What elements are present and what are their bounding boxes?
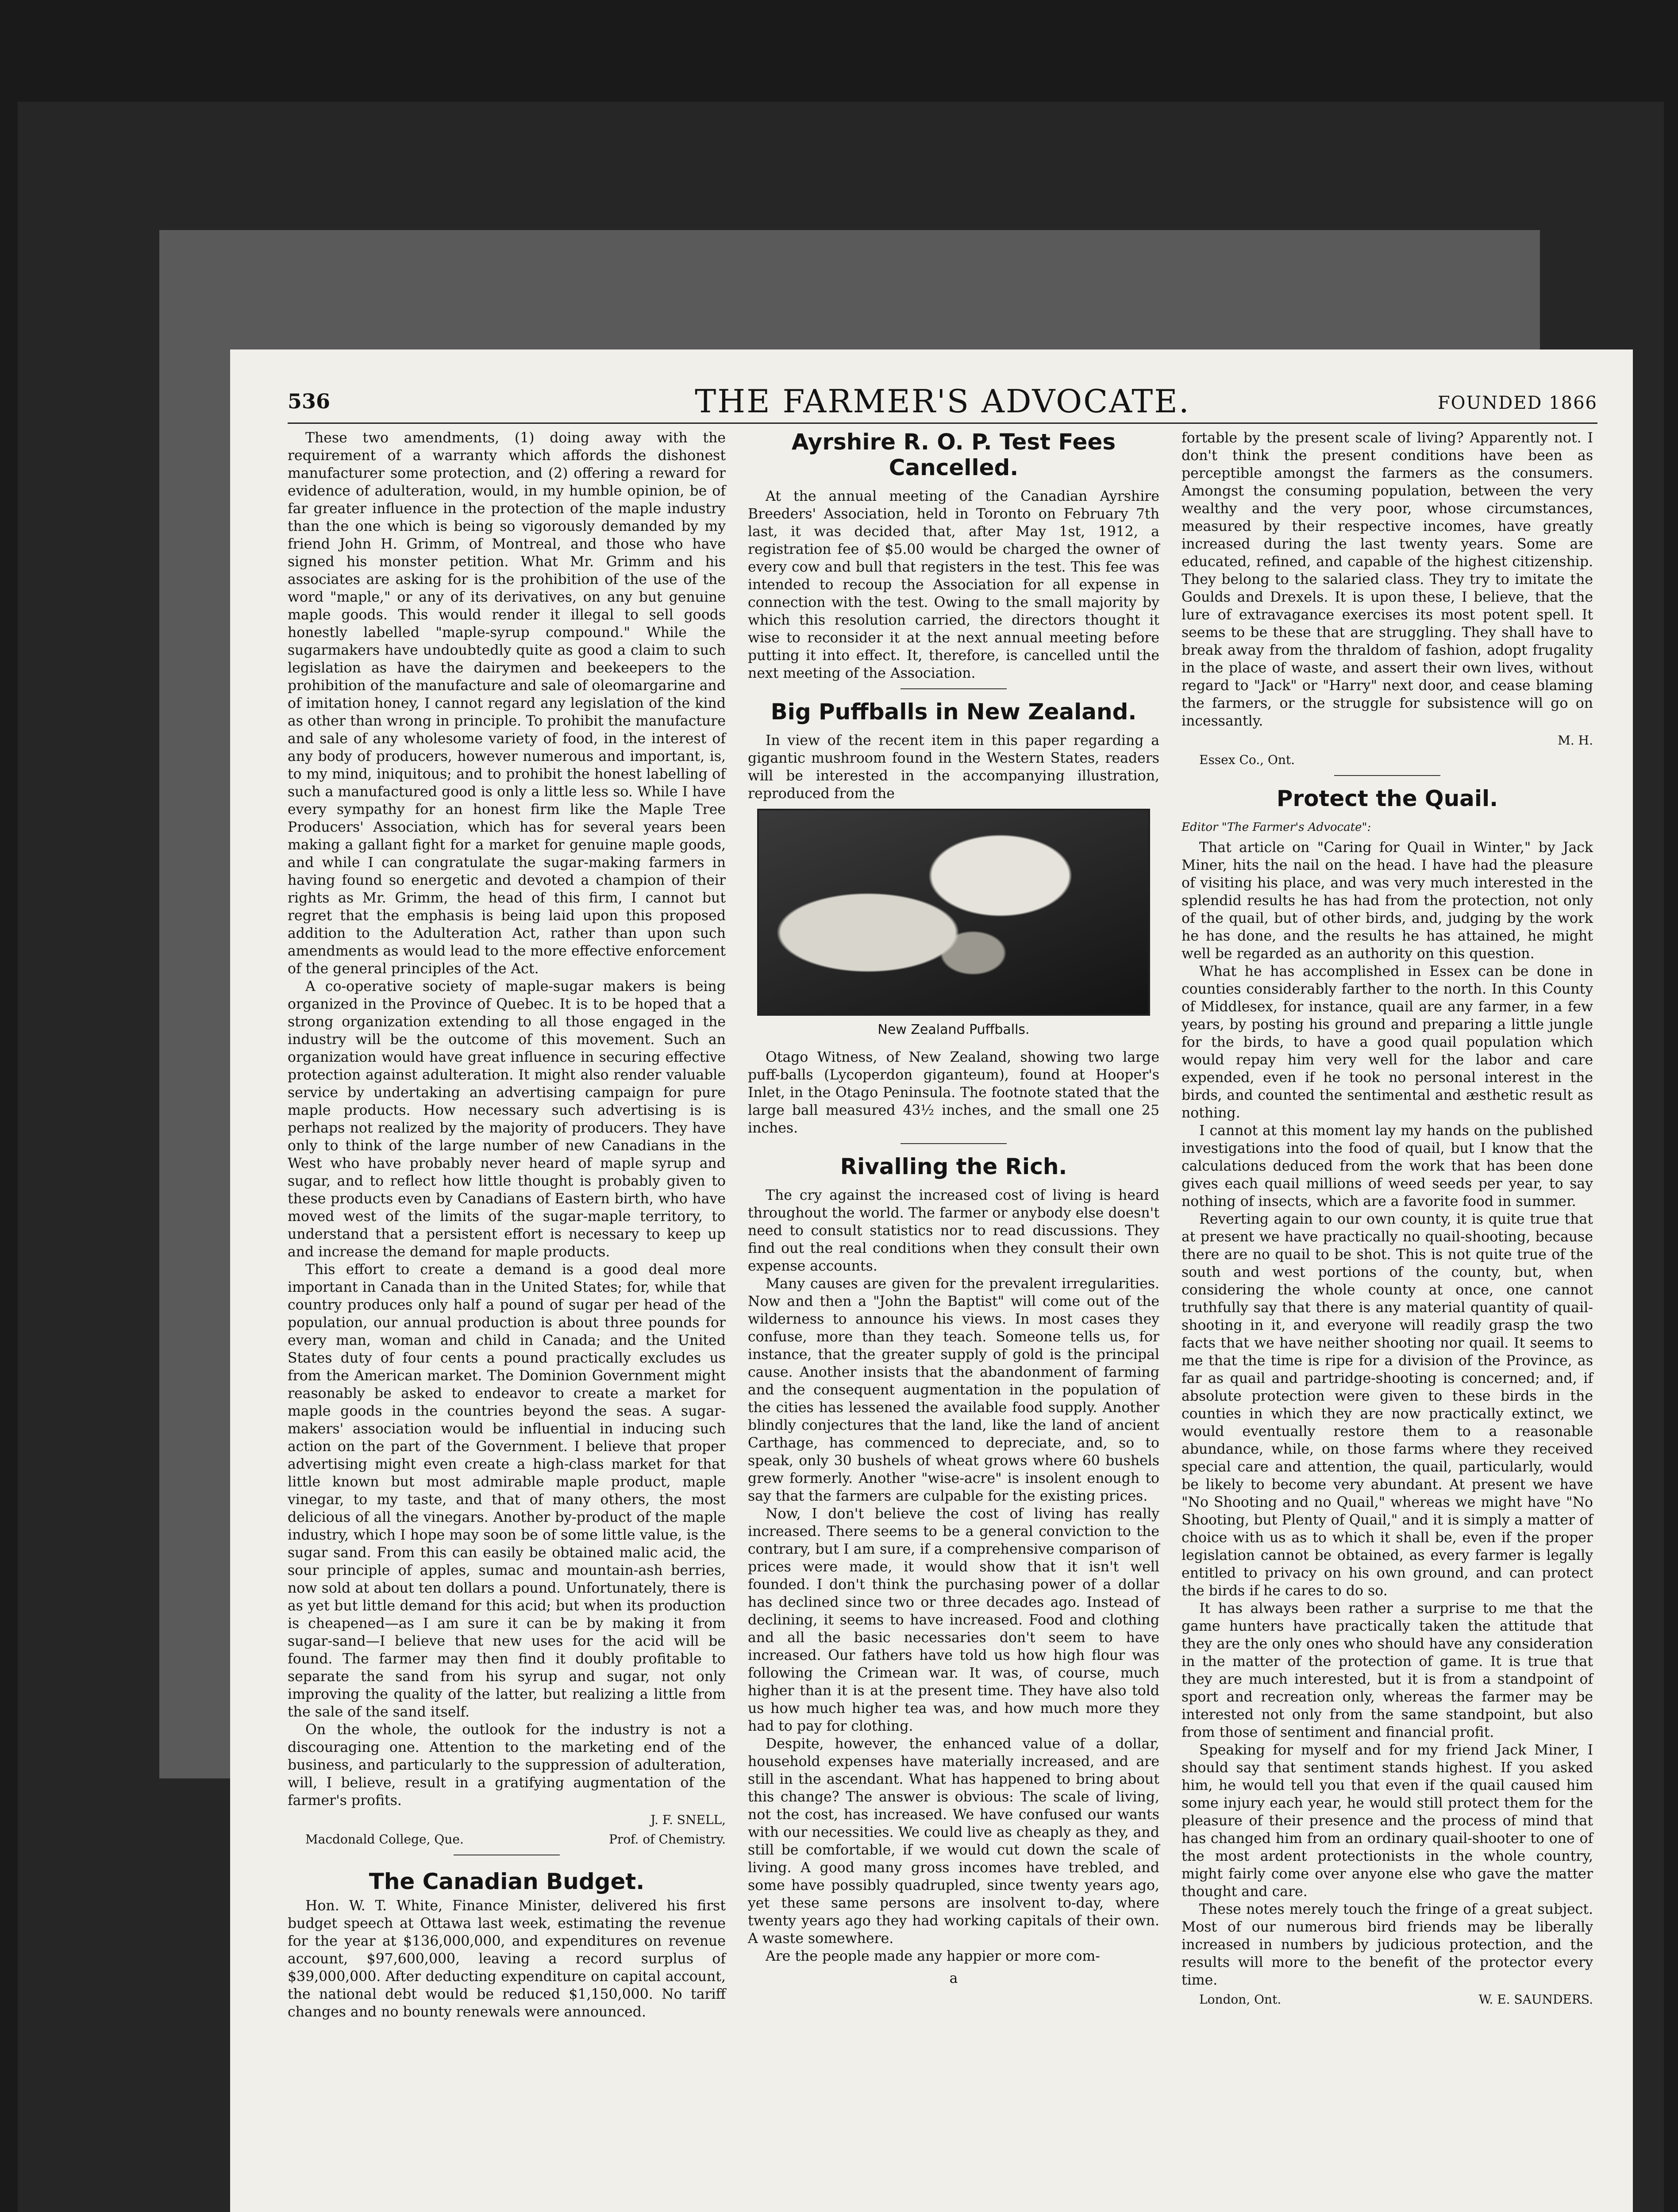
column-3 (1182, 429, 1593, 2010)
maple-paragraph: These two amendments, (1) doing away with the requirement of a warranty which affords the dishonest manufacturer some protection, and (2) offering a reward for evidence of adulteration, would, in my humble opinion, be of far greater influence in the protection of the maple industry than the one which is being so vigorously demanded by my friend John H. Grimm, of Montreal, and those who have signed his monster petition. What Mr. Grimm and his associates are asking for is the prohibition of the use of the word "maple," or any of its derivatives, on any but genuine maple goods. This would render it illegal to sell goods honestly labelled "maple-syrup compound." While the sugarmakers have undoubtedly quite as good a claim to such legislation as have the dairymen and beekeepers to the prohibition of the manufacture and sale of oleomargarine and of imitation honey, I cannot regard any legislation of the kind as other than wrong in principle. To prohibit the manufacture and sale of any wholesome variety of food, in the interest of any body of producers, however numerous and important, is, to my mind, iniquitous; and to prohibit the honest labelling of such a manufactured good is only a little less so. While I have every sympathy for an honest firm like the Maple Tree Producers' Association, which has for several years been making a gallant fight for a market for genuine maple goods, and while I can congratulate the sugar-making farmers in having found so energetic and devoted a champion of their rights as Mr. Grimm, the head of this firm, I cannot but regret that the emphasis is being laid upon this proposed addition to the Adulteration Act, rather than upon such amendments as would lead to the more effective enforcement of the general principles of the Act. (288, 430, 726, 977)
rivalling-paragraph: Many causes are given for the prevalent irregularities. Now and then a "John the Baptist" will come out of the wilderness to announce his views. In most cases they confuse, more than they teach. Someone tells us, for instance, that the greater supply of gold is the principal cause. Another insists that the abandonment of farming and the consequent augmentation in the population of the cities has lessened the available food supply. Another blindly conjectures that the land, like the land of ancient Carthage, has commenced to depreciate, and, so to speak, only 30 bushels of wheat grows where 60 bushels grew formerly. Another "wise-acre" is insolent enough to say that the farmers are culpable for the existing prices. (748, 1276, 1159, 1504)
signature-name: W. E. SAUNDERS. (1478, 1992, 1593, 2007)
maple-paragraph: On the whole, the outlook for the industry is not a discouraging one. Attention to the marketing end of the business, and particularly to the suppression of adulteration, will, I believe, result in a gratifying augmentation of the farmer's profits. (288, 1722, 726, 1809)
budget-heading: The Canadian Budget. (369, 1869, 645, 1894)
ayrshire-heading: Ayrshire R. O. P. Test Fees Cancelled. (791, 429, 1116, 480)
quail-paragraph: Reverting again to our own county, it is quite true that at present we have practically no quail-shooting, because there are no quail to be shot. This is not quite true of the south and west portions of the county, but, when considering the whole county at once, one cannot truthfully say that there is any material quantity of quail-shooting in it, and everyone will readily grasp the two facts that we have neither shooting nor quail. It seems to me that the time is ripe for a division of the Province, as far as quail and partridge-shooting is concerned; and, if absolute protection were given to these birds in the counties in which they are now practically extinct, we would eventually restore them to a reasonable abundance, while, on those farms where they received special care and attention, the quail, particularly, would be likely to become very abundant. At present we have "No Shooting and no Quail," whereas we might have "No Shooting, but Plenty of Quail," and it is simply a matter of choice with us as to which it shall be, even if the proper legislation cannot be obtained, as every farmer is legally entitled to privacy on his own ground, and can protect the birds if he cares to do so. (1182, 1211, 1593, 1599)
quail-paragraph: These notes merely touch the fringe of a great subject. Most of our numerous bird friends may be liberally increased in numbers by judicious protection, and the results will more to the benefit of the protector every time. (1182, 1901, 1593, 1988)
rivalling-paragraph: Are the people made any happier or more com- (766, 1948, 1100, 1964)
editor-address: Editor "The Farmer's Advocate": (1182, 821, 1371, 834)
founded-label: FOUNDED 1866 (1437, 393, 1597, 413)
quail-paragraph: It has always been rather a surprise to me that the game hunters have practically taken the attitude that they are the only ones who should have any consideration in the matter of the protection of game. It is true that they are much interested, but it is from a standpoint of sport and recreation only, whereas the farmer may be interested not only from the same standpoint, but also from those of sentiment and financial profit. (1182, 1601, 1593, 1740)
rivalling-paragraph: The cry against the increased cost of living is heard throughout the world. The farmer or anybody else doesn't need to consult statistics nor to read discussions. They find out the real conditions when they consult their own expense accounts. (748, 1187, 1159, 1274)
masthead-title: THE FARMER'S ADVOCATE. (695, 383, 1190, 420)
signature-name: J. F. SNELL, (650, 1813, 726, 1827)
signature-place: London, Ont. (1199, 1992, 1282, 2007)
rivalling-heading: Rivalling the Rich. (840, 1154, 1067, 1179)
quail-paragraph: I cannot at this moment lay my hands on the published investigations into the food of quail, but I know that the calculations deduced from the work that has been done gives each quail millions of weed seeds per year, to say nothing of insects, which are a favorite food in summer. (1182, 1123, 1593, 1210)
signature-place: Macdonald College, Que. (305, 1832, 464, 1847)
section-rule (1334, 775, 1440, 776)
puffballs-paragraph: Otago Witness, of New Zealand, showing two large puff-balls (Lycoperdon giganteum), found at Hooper's Inlet, in the Otago Peninsula. The footnote stated that the large ball measured 43½ inches, and the small one 25 inches. (748, 1049, 1159, 1136)
continued-paragraph: fortable by the present scale of living? Apparently not. I don't think the present conditions have been as perceptible amongst the farmers as the consumers. Amongst the consuming population, between the very wealthy and the very poor, whose circumstances, measured by their respective incomes, have greatly increased during the last twenty years. Some are educated, refined, and capable of the highest citizenship. They belong to the salaried class. They try to imitate the Goulds and Drexels. It is upon these, I believe, that the lure of extravagance exercises its most potent spell. It seems to be these that are struggling. They shall have to break away from the thraldom of fashion, adopt frugality in the place of waste, and assert their own lives, without regard to "Jack" or "Harry" next door, and cease blaming the farmers, or the struggle for subsistence will go on incessantly. (1182, 430, 1593, 729)
puffballs-photo (757, 809, 1150, 1016)
budget-paragraph: Hon. W. T. White, Finance Minister, delivered his first budget speech at Ottawa last week, estimating the revenue for the year at $136,000,000, and expenditures on revenue account, $97,600,000, leaving a record surplus of $39,000,000. After deducting expenditure on capital account, the national debt would be reduced $1,150,000. No tariff changes and no bounty renewals were announced. (288, 1898, 726, 2020)
ayrshire-paragraph: At the annual meeting of the Canadian Ayrshire Breeders' Association, held in Toronto on February 7th last, it was decided that, after May 1st, 1912, a registration fee of $5.00 would be charged the owner of every cow and bull that registers in the test. This fee was intended to recoup the Association for all expense in connection with the test. Owing to the small majority by which this resolution carried, the directors thought it wise to reconsider it at the next annual meeting before putting it into effect. It, therefore, is cancelled until the next meeting of the Association. (748, 488, 1159, 681)
section-rule (901, 1143, 1007, 1144)
rivalling-paragraph: Now, I don't believe the cost of living has really increased. There seems to be a general conviction to the contrary, but I am sure, if a comprehensive comparison of prices were made, it would show that it isn't well founded. I don't think the purchasing power of a dollar has declined since two or three decades ago. Instead of declining, it seems to have increased. Food and clothing and all the basic necessaries don't seem to have increased. Our fathers have told us how high flour was following the Crimean war. It was, of course, much higher than it is at the present time. They have also told us how much higher tea was, and how much more they had to pay for clothing. (748, 1506, 1159, 1734)
quail-heading: Protect the Quail. (1276, 786, 1498, 811)
newspaper-page (230, 349, 1633, 2212)
quail-paragraph: Speaking for myself and for my friend Jack Miner, I should say that sentiment stands highest. If you asked him, he would tell you that even if the quail caused him some injury each year, he would still protect them for the pleasure of their presence and the process of mind that has changed him from an ordinary quail-shooter to one of the most ardent protectionists in the whole country, might fairly come over anyone else who gave the matter thought and care. (1182, 1742, 1593, 1900)
section-rule (901, 688, 1007, 689)
page-number: 536 (288, 389, 331, 413)
quail-paragraph: That article on "Caring for Quail in Winter," by Jack Miner, hits the nail on the head. I have had the pleasure of visiting his place, and was very much interested in the splendid results he has had from the protection, not only of the quail, but of other birds, and, judging by the work he has done, and the results he has attained, he might well be regarded as an authority on this question. (1182, 840, 1593, 962)
maple-paragraph: This effort to create a demand is a good deal more important in Canada than in the United States; for, while that country produces only half a pound of sugar per head of the population, our annual production is about three pounds for every man, woman and child in Canada; and the United States duty of four cents a pound practically excludes us from the American market. The Dominion Government might reasonably be asked to endeavor to create a market for maple goods in the countries beyond the seas. A sugar-makers' association would be influential in inducing such action on the part of the Government. I believe that proper advertising might even create a high-class market for that little known but most admirable maple product, maple vinegar, to my taste, and that of many others, the most delicious of all the vinegars. Another by-product of the maple industry, which I hope may soon be of some little value, is the sugar sand. From this can easily be obtained malic acid, the sour principle of apples, sumac and mountain-ash berries, now sold at about ten dollars a pound. Unfortunately, there is as yet but little demand for this acid; but when its production is cheapened—as I am sure it can be by making it from sugar-sand—I believe that new uses for the acid will be found. The farmer may then find it doubly profitable to separate the sand from his syrup and sugar, not only improving the quality of the latter, but realizing a little from the sale of the sand itself. (288, 1262, 726, 1720)
rivalling-paragraph: Despite, however, the enhanced value of a dollar, household expenses have materially increased, and are still in the ascendant. What has happened to bring about this change? The answer is obvious: The scale of living, not the cost, has increased. We have confused our wants with our necessities. We could live as cheaply as they, and still be comfortable, if we would cut down the scale of living. A good many gross incomes have trebled, and some have possibly quadrupled, since twenty years ago, yet these same persons are insolvent to-day, where twenty years ago they had working capitals of their own. A waste somewhere. (748, 1736, 1159, 1947)
column-1 (288, 429, 726, 2021)
signature-line (305, 1831, 726, 1848)
page-footer-mark: a (949, 1970, 958, 1986)
photo-caption: New Zealand Puffballs. (877, 1022, 1030, 1037)
quail-paragraph: What he has accomplished in Essex can be done in counties considerably farther to the north. In this County of Middlesex, for instance, quail are any farmer, in a few years, by posting his ground and preparing a little jungle for the birds, to have a good quail population which would repay him very well for the labor and care expended, even if he took no personal interest in the birds, and counted the sentimental and æsthetic result as nothing. (1182, 964, 1593, 1121)
puffballs-heading: Big Puffballs in New Zealand. (770, 699, 1137, 725)
column-2 (748, 429, 1159, 1987)
signature-initials: M. H. (1558, 733, 1593, 748)
puffballs-paragraph: In view of the recent item in this paper regarding a gigantic mushroom found in the Western States, readers will be interested in the accompanying illustration, reproduced from the (748, 733, 1159, 802)
page-header (288, 380, 1597, 424)
maple-paragraph: A co-operative society of maple-sugar makers is being organized in the Province of Quebec. It is to be hoped that a strong organization extending to all those engaged in the industry will be the outcome of this movement. Such an organization would have great influence in securing effective protection against adulteration. It might also render valuable service by undertaking an advertising campaign for pure maple products. How necessary such advertising is is perhaps not realized by the majority of producers. They have only to think of the large number of new Canadians in the West who have probably never heard of maple syrup and sugar, and to reflect how little thought is probably given to these products even by Canadians of Eastern birth, who have moved west of the limits of the sugar-maple territory, to understand that a persistent effort is necessary to keep up and increase the demand for maple products. (288, 979, 726, 1260)
signature-line (1199, 1991, 1593, 2008)
signature-place: Essex Co., Ont. (1199, 753, 1295, 767)
signature-title: Prof. of Chemistry. (609, 1832, 726, 1847)
